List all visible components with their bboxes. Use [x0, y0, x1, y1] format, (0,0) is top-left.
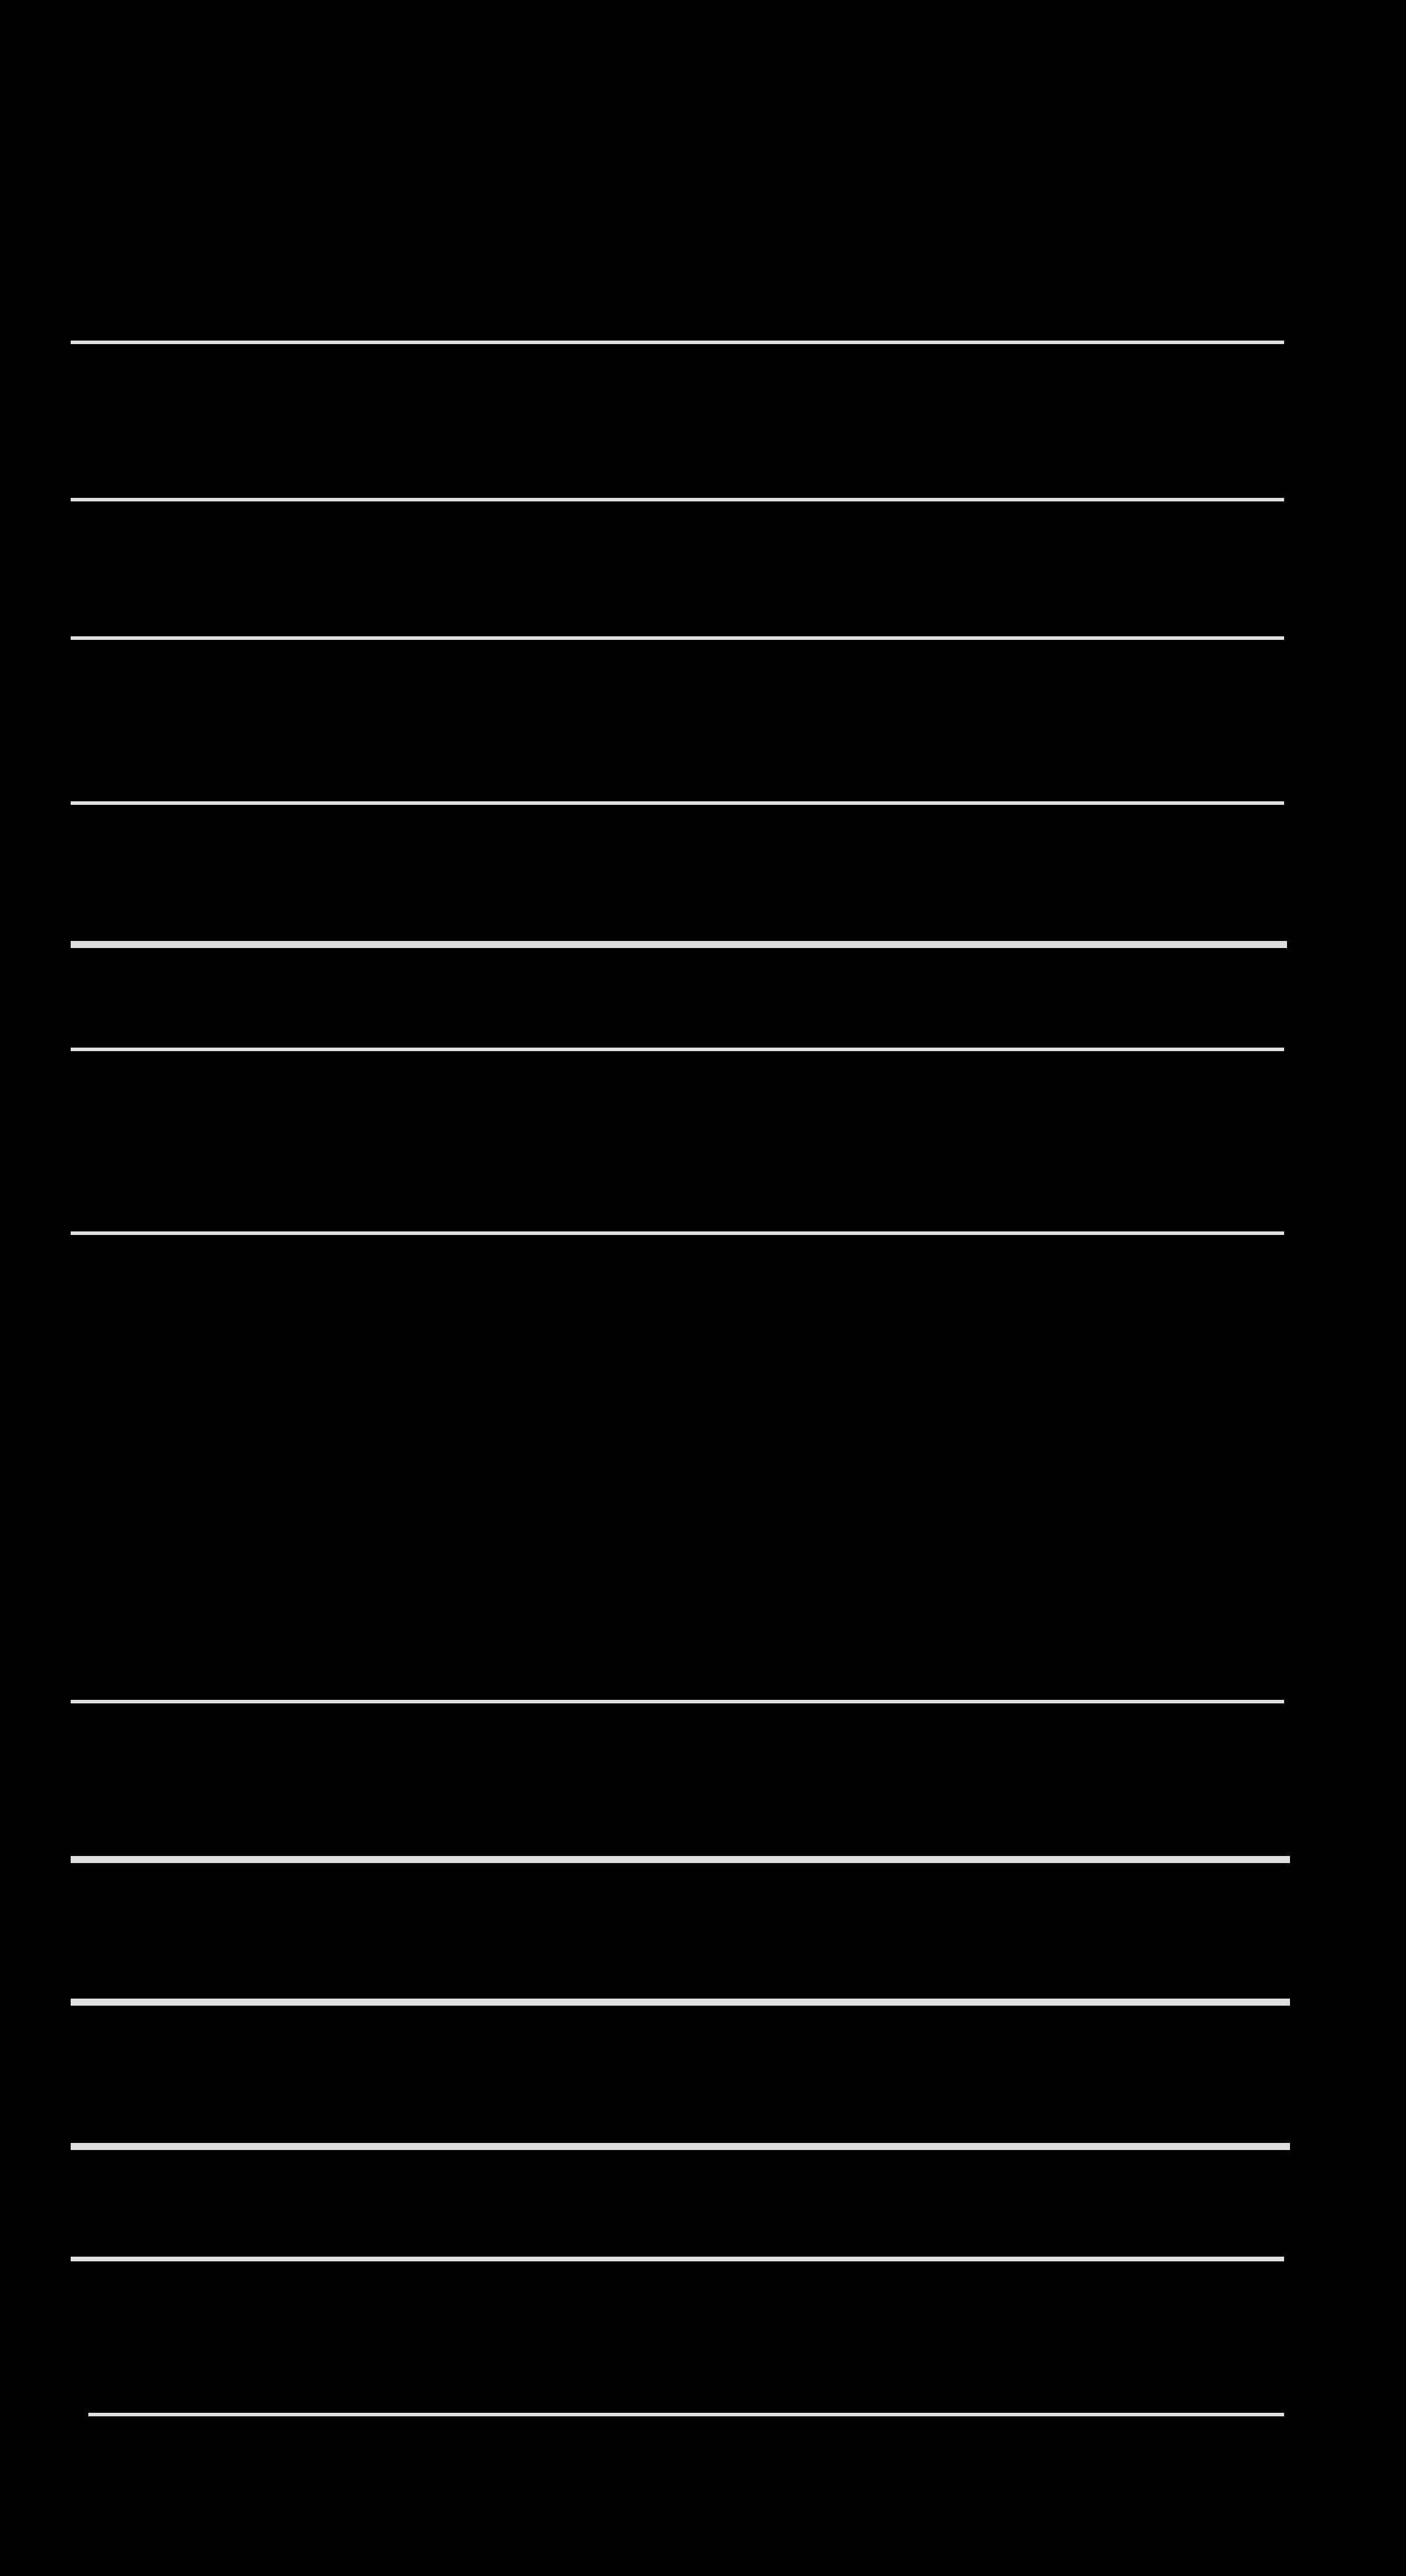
horizontal-separator: [71, 498, 1284, 501]
horizontal-separator: [71, 1231, 1284, 1235]
horizontal-separator: [71, 2143, 1290, 2150]
horizontal-separator: [71, 1856, 1290, 1863]
horizontal-separator: [71, 941, 1287, 948]
horizontal-separator: [71, 2257, 1284, 2261]
horizontal-separator: [71, 801, 1284, 805]
horizontal-separator: [71, 636, 1284, 640]
horizontal-separator: [88, 2413, 1284, 2416]
horizontal-separator: [71, 1700, 1284, 1703]
horizontal-separator: [71, 1048, 1284, 1051]
horizontal-separator: [71, 341, 1284, 344]
horizontal-separator: [71, 1999, 1290, 2006]
